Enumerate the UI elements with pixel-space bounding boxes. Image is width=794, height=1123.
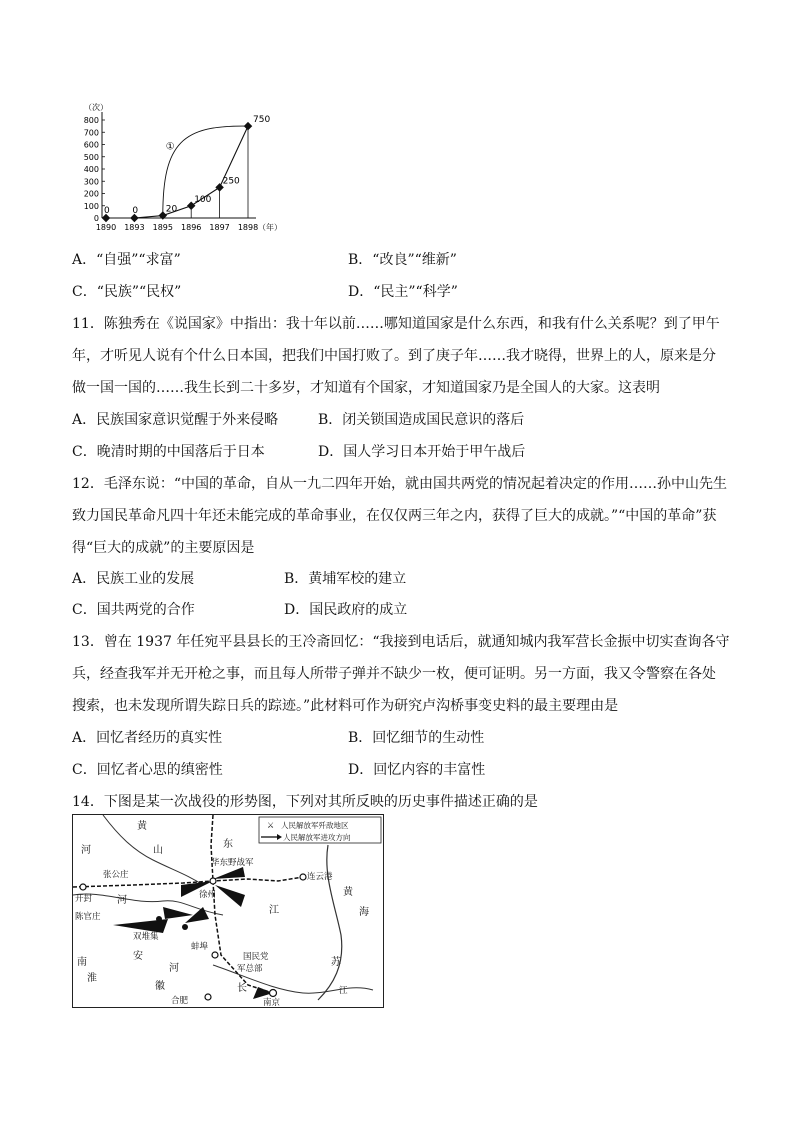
map-label-hefei: 合肥 — [171, 996, 189, 1006]
legend-label-1: 人民解放军歼敌地区 — [281, 821, 349, 830]
map-label-huang: 黄 — [137, 821, 147, 832]
map-label-hai: 海 — [359, 907, 369, 918]
map-label-hui: 徽 — [155, 981, 165, 992]
y-tick-label: 300 — [83, 177, 99, 187]
map-label-junzongbu: 军总部 — [237, 964, 263, 974]
q10-option-a: A．“自强”“求富” — [72, 252, 181, 268]
y-tick-label: 500 — [83, 152, 99, 162]
y-tick-label: 600 — [83, 140, 99, 150]
attack-arrow-5 — [163, 907, 193, 919]
q11-option-a: A．民族国家意识觉醒于外来侵略 — [72, 412, 279, 428]
x-tick-label: 1890 — [95, 223, 117, 232]
q13-option-b: B．回忆细节的生动性 — [348, 730, 485, 746]
map-label-chang: 长 — [237, 983, 247, 994]
map-label-kaifeng: 开封 — [75, 894, 93, 904]
attack-arrow-3 — [215, 885, 245, 907]
map-label-he2: 河 — [117, 895, 127, 906]
map-label-dong: 东 — [223, 839, 233, 850]
chenguanzhuang-marker — [156, 916, 162, 922]
q11-option-b: B．闭关锁国造成国民意识的落后 — [318, 412, 525, 428]
map-label-nan: 南 — [77, 957, 87, 968]
data-label: 20 — [165, 204, 178, 215]
data-label: 750 — [253, 115, 271, 126]
attempts-line-chart — [72, 98, 282, 238]
map-label-guomindang: 国民党 — [243, 952, 269, 962]
y-tick-label: 200 — [83, 189, 99, 199]
q11-option-c: C．晚清时期的中国落后于日本 — [72, 444, 265, 460]
map-label-nanjing: 南京 — [263, 998, 281, 1007]
q13-option-d: D．回忆内容的丰富性 — [348, 762, 486, 778]
battle-map-svg — [73, 815, 383, 1007]
y-tick-label: 0 — [93, 214, 99, 223]
q13-stem-line-1: 13．曾在 1937 年任宛平县县长的王冷斋回忆：“我接到电话后，就通知城内我军营长金振中切实查询各守 — [72, 634, 730, 650]
q10-option-d: D．“民主”“科学” — [348, 284, 458, 300]
q12-option-b: B．黄埔军校的建立 — [284, 571, 407, 587]
map-label-huang2: 黄 — [343, 887, 353, 898]
q10-option-b: B．“改良”“维新” — [348, 252, 457, 268]
coastline — [318, 845, 342, 1000]
shuangduiji-marker — [182, 924, 188, 930]
x-tick-label: 1895 — [152, 223, 173, 232]
data-label: 100 — [194, 194, 212, 205]
map-label-jiang2: 江 — [339, 986, 348, 996]
y-tick-label: 700 — [83, 128, 99, 138]
q13-option-c: C．回忆者心思的缜密性 — [72, 762, 223, 778]
map-label-chenguanzhuang: 陈官庄 — [75, 912, 101, 922]
xuzhou-marker — [210, 878, 216, 884]
map-label-an: 安 — [133, 951, 143, 962]
map-label-huai: 淮 — [87, 973, 97, 984]
q13-stem-line-2: 兵，经查我军并无开枪之事，而且每人所带子弹并不缺少一枚，便可证明。另一方面，我又令警察在各处 — [72, 666, 716, 682]
q11-stem-line-1: 11．陈独秀在《说国家》中指出：我十年以前……哪知道国家是什么东西，和我有什么关系呢？到了甲午 — [72, 316, 720, 332]
legend-label-2: 人民解放军进攻方向 — [283, 833, 351, 842]
q12-option-c: C．国共两党的合作 — [72, 602, 195, 618]
map-label-huadong: 华东野战军 — [211, 858, 254, 868]
map-label-he: 河 — [81, 845, 91, 856]
bengbu-marker — [212, 952, 218, 958]
q11-option-d: D．国人学习日本开始于甲午战后 — [318, 444, 526, 460]
data-label: 0 — [132, 206, 139, 216]
chart-svg — [72, 98, 282, 238]
x-axis-label: （年） — [258, 223, 282, 232]
q11-stem-line-2: 年，才听见人说有个什么日本国，把我们中国打败了。到了庚子年……我才晓得，世界上的人，原来是分 — [72, 348, 716, 364]
x-tick-label: 1897 — [209, 223, 230, 232]
q12-stem-line-1: 12．毛泽东说：“中国的革命，自从一九二四年开始，就由国共两党的情况起着决定的作用……孙中山先生 — [72, 476, 727, 492]
q10-option-c: C．“民族”“民权” — [72, 284, 182, 300]
kaifeng-marker — [80, 884, 86, 890]
map-label-su: 苏 — [331, 957, 341, 968]
map-label-xuzhou: 徐州 — [199, 890, 217, 900]
y-tick-label: 100 — [83, 201, 99, 211]
curve-1-label: ① — [165, 141, 175, 153]
map-label-shan: 山 — [153, 845, 163, 856]
q12-option-a: A．民族工业的发展 — [72, 571, 195, 587]
y-tick-label: 400 — [83, 165, 99, 174]
nanjing-marker — [270, 990, 277, 997]
y-tick-label: 800 — [83, 116, 99, 125]
q13-option-a: A．回忆者经历的真实性 — [72, 730, 223, 746]
q14-stem: 14．下图是某一次战役的形势图，下列对其所反映的历史事件描述正确的是 — [72, 794, 538, 810]
attack-arrow-2 — [213, 867, 245, 879]
map-label-he3: 河 — [169, 963, 179, 974]
lianyungang-marker — [300, 874, 306, 880]
q12-stem-line-2: 致力国民革命凡四十年还未能完成的革命事业，在仅仅两三年之内，获得了巨大的成就。”“中国的革命”获 — [72, 508, 717, 524]
x-tick-label: 1898 — [237, 223, 259, 232]
data-label: 0 — [104, 206, 110, 216]
x-tick-label: 1893 — [124, 223, 145, 232]
q12-stem-line-3: 得“巨大的成就”的主要原因是 — [72, 540, 255, 556]
data-label: 250 — [222, 176, 240, 187]
y-axis-label: （次） — [84, 103, 108, 112]
battle-map — [72, 814, 384, 1008]
q12-option-d: D．国民政府的成立 — [284, 602, 408, 618]
data-point — [244, 122, 252, 130]
map-label-zhanggongzhuang: 张公庄 — [103, 870, 129, 880]
x-tick-label: 1896 — [181, 223, 202, 232]
q11-stem-line-3: 做一国一国的……我生长到二十多岁，才知道有个国家，才知道国家乃是全国人的大家。这表明 — [72, 380, 660, 396]
q13-stem-line-3: 搜索，也未发现所谓失踪日兵的踪迹。”此材料可作为研究卢沟桥事变史料的最主要理由是 — [72, 698, 619, 714]
map-label-bengbu: 蚌埠 — [191, 942, 209, 952]
map-label-lianyungang: 连云港 — [307, 872, 333, 882]
map-label-jiang: 江 — [269, 905, 279, 916]
crossed-swords-icon: ⚔ — [267, 821, 275, 830]
chart-marks — [102, 115, 271, 222]
hefei-marker — [205, 994, 211, 1000]
map-label-shuangduiji: 双堆集 — [133, 932, 159, 942]
